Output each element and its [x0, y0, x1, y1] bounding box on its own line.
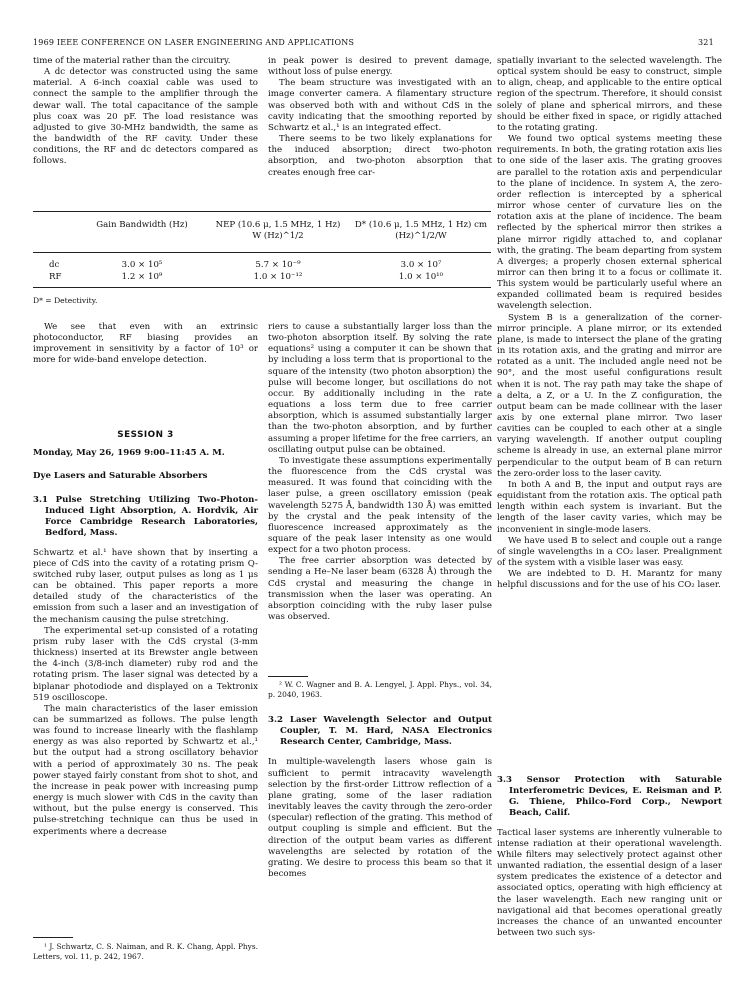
paragraph: We are indebted to D. H. Marantz for many helpful discussions and for the use of his CO₂ laser.	[497, 569, 722, 591]
paragraph: The main characteristics of the laser emission can be summarized as follows. The pulse length was found to increase linearly with the flashlamp energy as was also reported by Schwartz et al.,¹ but the output had a strong oscillatory behavior with a period of approximately 30 ns. The peak power stayed fairly constant from shot to shot, and the increase in peak power with increasing pump energy is much slower with CdS in the cavity than without, but the pulse energy is conserved. This pulse-stretching technique can thus be used in experiments where a decrease	[33, 703, 258, 837]
footnote-text: ¹ J. Schwartz, C. S. Naiman, and R. K. Chang, Appl. Phys. Letters, vol. 11, p. 242, 1967.	[33, 942, 258, 961]
paragraph: riers to cause a substantially larger loss than the two-photon absorption itself. By solving the rate equations² using a computer it can be shown that by including a loss term that is proportional to the square of the intensity (two photon absorption) the pulse will become longer, but oscillations do not occur. By additionally including in the rate equations a loss term due to free carrier absorption, which is assumed substantially larger than the two-photon absorption, and by further assuming a proper lifetime for the free carriers, an oscillating output pulse can be obtained.	[268, 322, 492, 455]
paragraph: In both A and B, the input and output rays are equidistant from the rotation axis. The optical path length within each system is invariant. But the length of the laser cavity varies, which may be inconvenient in single-mode lasers.	[497, 479, 722, 535]
footnote-rule	[33, 937, 73, 938]
table-header: Gain Bandwidth (Hz)	[96, 220, 188, 230]
row-label: RF	[49, 272, 62, 282]
footnote-rule	[268, 676, 308, 677]
table-cell: 3.0 × 10⁵	[121, 260, 163, 270]
page-number: 321	[698, 38, 714, 47]
table-header: NEP (10.6 μ, 1.5 MHz, 1 Hz) W (Hz)^1/2	[215, 220, 341, 241]
footnote-2	[268, 680, 492, 699]
table-rule-mid	[33, 252, 491, 253]
paragraph: Schwartz et al.¹ have shown that by inserting a piece of CdS into the cavity of a rotating prism Q-switched ruby laser, output pulses as long as 1 μs can be obtained. This paper reports a more detailed study of the characteristics of the emission from such a laser and an investigation of the mechanism causing the pulse stretching.	[33, 547, 258, 625]
session-info	[33, 448, 258, 482]
paragraph: The free carrier absorption was detected by sending a He–Ne laser beam (6328 Å) through the CdS crystal and measuring the change in transmission when the laser was operating. An absorption coinciding with the ruby laser pulse was observed.	[268, 556, 492, 623]
paragraph: in peak power is desired to prevent damage, without loss of pulse energy.	[268, 56, 492, 78]
paper-heading: 3.2 Laser Wavelength Selector and Output Coupler, T. M. Hard, NASA Electronics Research Center, Cambridge, Mass.	[268, 715, 492, 748]
table-cell: 1.0 × 10¹⁰	[398, 272, 444, 282]
paper-heading: 3.3 Sensor Protection with Saturable Interferometric Devices, E. Reisman and P. G. Thiene, Philco-Ford Corp., Newport Beach, Calif.	[497, 775, 722, 819]
paragraph: There seems to be two likely explanations for the induced absorption; direct two-photon absorption, and two-photon absorption that creates enough free car-	[268, 134, 492, 178]
col1-top-text	[33, 56, 258, 168]
journal-title: 1969 IEEE CONFERENCE ON LASER ENGINEERING AND APPLICATIONS	[33, 38, 355, 47]
paragraph: time of the material rather than the circuitry.	[33, 56, 231, 66]
col3-text	[497, 56, 722, 592]
paragraph: The beam structure was investigated with an image converter camera. A filamentary structure was observed both with and without CdS in the cavity indicating that the smoothing reported by Schwartz et al.,¹ is an integrated effect.	[268, 78, 492, 133]
paper-3-1	[33, 495, 258, 838]
footnote-text: ² W. C. Wagner and B. A. Lengyel, J. Appl. Phys., vol. 34, p. 2040, 1963.	[268, 680, 492, 699]
row-label: dc	[49, 260, 60, 270]
paragraph: We see that even with an extrinsic photoconductor, RF biasing provides an improvement in sensitivity by a factor of 10³ or more for wide-band envelope detection.	[33, 322, 258, 366]
session-topic: Dye Lasers and Saturable Absorbers	[33, 471, 208, 482]
col1-mid-text	[33, 322, 258, 367]
table-rule-top	[33, 211, 491, 212]
paragraph: spatially invariant to the selected wavelength. The optical system should be easy to construct, simple to align, cheap, and applicable to the entire optical region of the spectrum. Therefore, it should consist solely of plane and spherical mirrors, and these should be either fixed in space, or rigidly attached to the rotating grating.	[497, 56, 722, 133]
paragraph: The experimental set-up consisted of a rotating prism ruby laser with the CdS crystal (3-mm thickness) inserted at its Brewster angle between the 4-inch (3/8-inch diameter) ruby rod and the rotating prism. The laser signal was detected by a biplanar photodiode and displayed on a Tektronix 519 oscilloscope.	[33, 625, 258, 703]
paragraph: System B is a generalization of the corner-mirror principle. A plane mirror, or its extended plane, is made to intersect the plane of the grating in its rotation axis, and the grating and mirror are rotated as a unit. The included angle need not be 90°, and the most useful configurations result when it is not. The ray path may take the shape of a delta, a Z, or a U. In the Z configuration, the output beam can be made collinear with the laser axis by one external plane mirror. Two laser cavities can be coupled to each other at a single varying wavelength. If another output coupling scheme is already in use, an external plane mirror perpendicular to the output beam of B can return the zero-order loss to the laser cavity.	[497, 312, 722, 479]
table-cell: 3.0 × 10⁷	[400, 260, 442, 270]
session-date: Monday, May 26, 1969 9:00–11:45 A. M.	[33, 448, 225, 458]
paragraph: We have used B to select and couple out a range of single wavelengths in a CO₂ laser. Prealignment of the system with a visible laser was easy.	[497, 535, 722, 569]
table-cell: 5.7 × 10⁻⁹	[255, 260, 301, 270]
paper-3-3	[497, 775, 722, 939]
col2-mid-text	[268, 322, 492, 623]
paper-heading: 3.1 Pulse Stretching Utilizing Two-Photon-Induced Light Absorption, A. Hordvik, Air Force Cambridge Research Laboratories, Bedford, Mass.	[33, 495, 258, 539]
table-rule-bottom	[33, 287, 491, 288]
paper-3-2	[268, 715, 492, 880]
paragraph: Tactical laser systems are inherently vulnerable to intense radiation at their operational wavelength. While filters may selectively protect against other unwanted radiation, the essential design of a laser system predicates the existence of a detector and associated optics, operating with high efficiency at the laser wavelength. Each new ranging unit or navigational aid that becomes operational greatly increases the chance of an unwanted encounter between two such sys-	[497, 827, 722, 939]
table-header: D* (10.6 μ, 1.5 MHz, 1 Hz) cm (Hz)^1/2/W	[354, 220, 488, 241]
running-header	[0, 38, 755, 52]
col2-top-text	[268, 56, 492, 179]
paragraph: To investigate these assumptions experimentally the fluorescence from the CdS crystal was measured. It was found that coinciding with the laser pulse, a green oscillatory emission (peak wavelength 5275 Å, bandwidth 130 Å) was emitted by the crystal and the peak intensity of the fluorescence increased approximately as the square of the peak laser intensity as one would expect for a two photon process.	[268, 455, 492, 556]
table-cell: 1.2 × 10⁹	[121, 272, 163, 282]
paragraph: A dc detector was constructed using the same material. A 6-inch coaxial cable was used to connect the sample to the amplifier through the dewar wall. The total capacitance of the sample plus coax was 20 pF. The load resistance was adjusted to give 30-MHz bandwidth, the same as the bandwidth of the RF cavity. Under these conditions, the RF and dc detectors compared as follows.	[33, 67, 258, 167]
table-cell: 1.0 × 10⁻¹²	[253, 272, 303, 282]
table-footnote: D* = Detectivity.	[33, 296, 98, 305]
table-header-row	[33, 220, 493, 244]
footnote-1	[33, 942, 258, 961]
paragraph: In multiple-wavelength lasers whose gain is sufficient to permit intracavity wavelength selection by the first-order Littrow reflection of a plane grating, some of the laser radiation inevitably leaves the cavity through the zero-order (specular) reflection of the grating. This method of output coupling is simple and efficient. But the direction of the output beam varies as different wavelengths are selected by rotation of the grating. We desire to process this beam so that it becomes	[268, 757, 492, 880]
paragraph: We found two optical systems meeting these requirements. In both, the grating rotation axis lies to one side of the laser axis. The grating grooves are parallel to the rotation axis and perpendicular to the plane of incidence. In system A, the zero-order reflection is intercepted by a spherical mirror whose center of curvature lies on the rotation axis at the plane of incidence. The beam reflected by the spherical mirror then strikes a plane mirror rigidly attached to, and coplanar with, the grating. The beam departing from system A diverges; a properly chosen external spherical mirror can then bring it to a focus or collimate it. This system would be particularly useful where an expanded collimated beam is required besides wavelength selection.	[497, 134, 722, 312]
session-title: SESSION 3	[117, 430, 174, 440]
